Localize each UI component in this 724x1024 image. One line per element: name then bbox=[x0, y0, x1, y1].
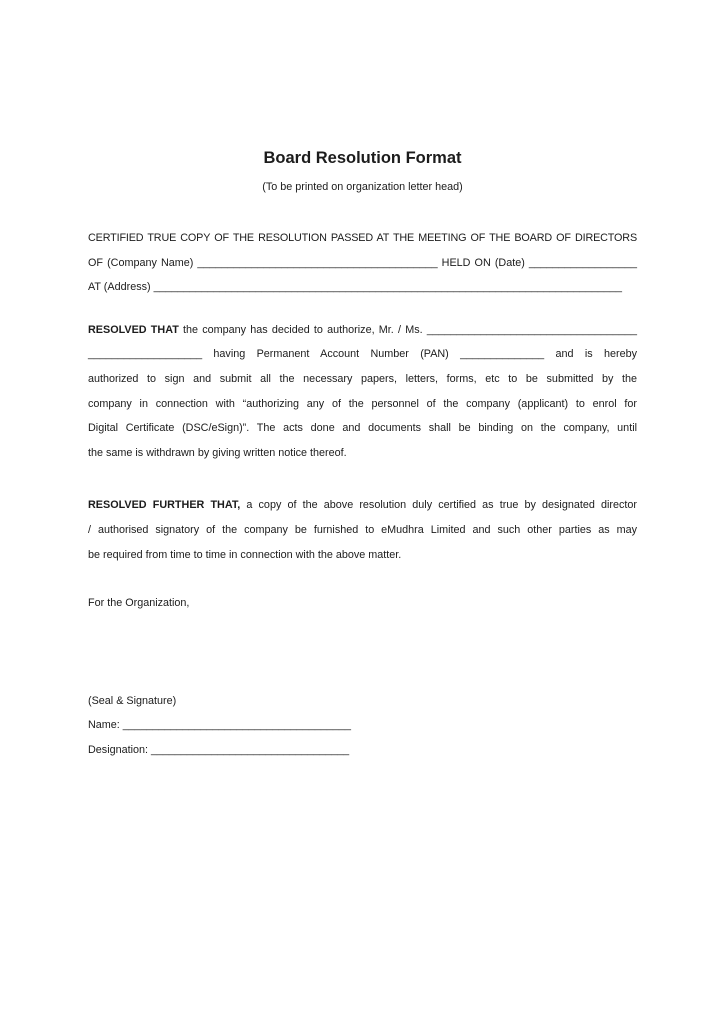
resolved-further-line-3: be required from time to time in connection with the above matter. bbox=[88, 548, 402, 561]
designation-field-line: Designation: _________________________________ bbox=[88, 743, 350, 756]
signature-block bbox=[88, 689, 637, 763]
certified-line-company-date: OF (Company Name) ________________________________________ HELD ON (Date) __________________ bbox=[88, 256, 637, 269]
resolved-that-keyword: RESOLVED THAT bbox=[88, 323, 179, 336]
resolved-further-keyword: RESOLVED FURTHER THAT, bbox=[88, 499, 241, 512]
name-field-line: Name: ______________________________________ bbox=[88, 719, 351, 732]
for-organization-paragraph bbox=[88, 591, 637, 616]
certified-line-address: AT (Address) ______________________________________________________________________________ bbox=[88, 281, 622, 294]
document-title: Board Resolution Format bbox=[263, 149, 462, 167]
resolved-further-line-1 bbox=[88, 493, 637, 518]
resolved-that-paragraph bbox=[88, 318, 637, 466]
resolved-that-line-1 bbox=[88, 318, 637, 343]
resolved-further-paragraph bbox=[88, 493, 637, 567]
resolved-further-line-1-rest: a copy of the above resolution duly certified as true by designated director bbox=[240, 499, 637, 512]
resolved-that-line-5: Digital Certificate (DSC/eSign)”. The acts done and documents shall be binding on the company, until bbox=[88, 422, 637, 435]
resolved-that-line-3: authorized to sign and submit all the necessary papers, letters, forms, etc to be submitted by the bbox=[88, 372, 637, 385]
resolved-that-line-6: the same is withdrawn by giving written notice thereof. bbox=[88, 446, 347, 459]
resolved-that-line-1-rest: the company has decided to authorize, Mr. / Ms. ___________________________________ bbox=[178, 323, 637, 336]
certified-line-1: CERTIFIED TRUE COPY OF THE RESOLUTION PASSED AT THE MEETING OF THE BOARD OF DIRECTORS bbox=[88, 232, 637, 244]
resolved-that-line-2: ___________________ having Permanent Account Number (PAN) ______________ and is hereby bbox=[88, 348, 637, 361]
resolved-that-line-4: company in connection with “authorizing any of the personnel of the company (applicant) to enrol for bbox=[88, 397, 637, 410]
for-organization-text: For the Organization, bbox=[88, 597, 190, 610]
resolved-further-line-2: / authorised signatory of the company be furnished to eMudhra Limited and such other parties as may bbox=[88, 523, 637, 536]
seal-signature-label: (Seal & Signature) bbox=[88, 694, 177, 707]
certified-copy-paragraph bbox=[88, 226, 637, 300]
document-subtitle: (To be printed on organization letter head) bbox=[262, 181, 463, 193]
